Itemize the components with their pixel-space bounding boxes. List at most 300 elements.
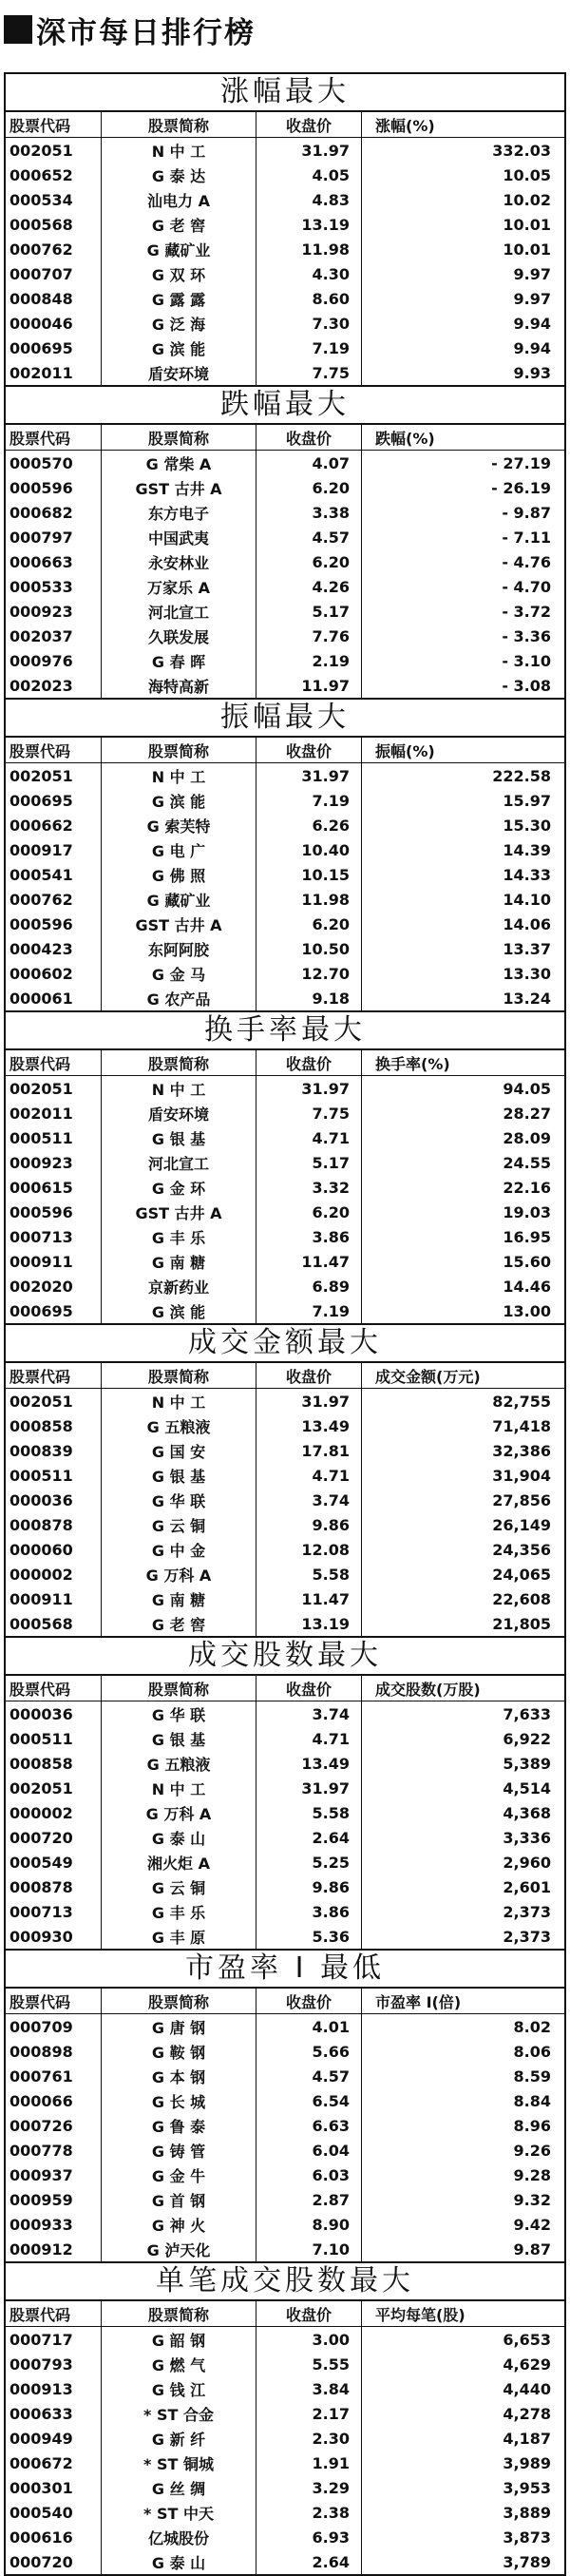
stock-code-cell: 000533 <box>6 574 102 599</box>
stock-name-cell: 盾安环境 <box>102 360 256 385</box>
stock-code-cell: 000002 <box>6 1562 102 1586</box>
metric-cell: 2,601 <box>503 1877 551 1896</box>
stock-code-cell: 000713 <box>6 1224 102 1249</box>
metric-cell: 10.05 <box>503 165 551 184</box>
table-row <box>6 1101 564 1125</box>
stock-name-cell: 东方电子 <box>102 500 256 525</box>
close-price-cell: 7.75 <box>256 1101 362 1125</box>
stock-name-cell: 海特高新 <box>102 673 256 698</box>
table-row <box>6 961 564 986</box>
metric-cell: 5,389 <box>503 1754 551 1773</box>
metric-cell: 222.58 <box>492 766 551 785</box>
table-row <box>6 912 564 936</box>
metric-cell: - 26.19 <box>491 478 551 497</box>
metric-cell: 6,653 <box>503 2330 551 2349</box>
close-price-cell: 13.19 <box>256 1611 362 1636</box>
close-price-cell: 7.30 <box>256 311 362 336</box>
table-row <box>6 336 564 360</box>
metric-cell: 9.26 <box>513 2141 551 2160</box>
close-price-cell: 2.38 <box>256 2500 362 2525</box>
column-header-close-price: 收盘价 <box>256 425 362 451</box>
stock-name-cell: G 双 环 <box>102 261 256 286</box>
stock-name-cell: 万家乐 A <box>102 574 256 599</box>
stock-code-cell: 000923 <box>6 599 102 624</box>
close-price-cell: 6.20 <box>256 912 362 936</box>
table-row <box>6 2451 564 2475</box>
table-row <box>6 673 564 698</box>
stock-name-cell: G 丰 乐 <box>102 1224 256 1249</box>
stock-name-cell: G 常柴 A <box>102 451 256 476</box>
stock-code-cell: 000720 <box>6 1825 102 1850</box>
stock-name-cell: G 五粮液 <box>102 1413 256 1438</box>
metric-cell: - 3.72 <box>502 602 551 621</box>
close-price-cell: 3.74 <box>256 1488 362 1512</box>
close-price-cell: 2.64 <box>256 2549 362 2574</box>
metric-cell: - 9.87 <box>502 503 551 522</box>
stock-code-cell: 002051 <box>6 763 102 789</box>
stock-code-cell: 000060 <box>6 1537 102 1562</box>
section-title: 涨幅最大 <box>6 74 564 112</box>
metric-cell: 10.01 <box>503 215 551 234</box>
stock-code-cell: 000596 <box>6 475 102 500</box>
column-header-stock-code: 股票代码 <box>6 112 102 138</box>
close-price-cell: 10.50 <box>256 936 362 961</box>
metric-cell: - 3.36 <box>502 626 551 645</box>
stock-code-cell: 002023 <box>6 673 102 698</box>
stock-code-cell: 000652 <box>6 163 102 187</box>
metric-cell: 24,356 <box>492 1540 551 1559</box>
stock-code-cell: 000911 <box>6 1249 102 1274</box>
stock-code-cell: 000602 <box>6 961 102 986</box>
column-header-stock-code: 股票代码 <box>6 738 102 763</box>
table-row <box>6 2525 564 2549</box>
stock-code-cell: 000596 <box>6 1200 102 1224</box>
ranking-section <box>6 385 564 698</box>
close-price-cell: 6.20 <box>256 549 362 574</box>
ranking-table <box>6 1989 564 2261</box>
close-price-cell: 7.19 <box>256 1298 362 1323</box>
stock-code-cell: 000949 <box>6 2426 102 2451</box>
table-row <box>6 2014 564 2040</box>
close-price-cell: 13.49 <box>256 1413 362 1438</box>
stock-name-cell: G 农产品 <box>102 986 256 1010</box>
table-row <box>6 1562 564 1586</box>
table-row <box>6 2113 564 2138</box>
stock-code-cell: 000762 <box>6 237 102 261</box>
stock-name-cell: 中国武夷 <box>102 525 256 549</box>
close-price-cell: 7.10 <box>256 2237 362 2261</box>
table-row <box>6 1488 564 1512</box>
stock-code-cell: 002051 <box>6 1389 102 1414</box>
metric-cell: 4,368 <box>503 1803 551 1822</box>
ranking-section <box>6 74 564 385</box>
close-price-cell: 5.36 <box>256 1924 362 1949</box>
table-row <box>6 1512 564 1537</box>
stock-code-cell: 000858 <box>6 1413 102 1438</box>
close-price-cell: 8.90 <box>256 2212 362 2237</box>
header-row <box>6 1676 564 1701</box>
stock-name-cell: G 藏矿业 <box>102 887 256 912</box>
close-price-cell: 11.98 <box>256 887 362 912</box>
table-row <box>6 1924 564 1949</box>
close-price-cell: 3.86 <box>256 1899 362 1924</box>
metric-cell: 24,065 <box>492 1565 551 1584</box>
section-title: 跌幅最大 <box>6 385 564 425</box>
stock-code-cell: 000301 <box>6 2475 102 2500</box>
stock-name-cell: G 唐 钢 <box>102 2014 256 2040</box>
stock-code-cell: 000046 <box>6 311 102 336</box>
column-header-close-price: 收盘价 <box>256 2301 362 2327</box>
metric-cell: 9.94 <box>513 314 551 333</box>
metric-cell: 14.33 <box>503 865 551 884</box>
metric-cell: 94.05 <box>503 1079 551 1098</box>
metric-cell: 15.60 <box>503 1252 551 1271</box>
column-header-stock-code: 股票代码 <box>6 1363 102 1389</box>
table-row <box>6 1438 564 1463</box>
metric-cell: 15.30 <box>503 816 551 835</box>
table-row <box>6 1249 564 1274</box>
table-row <box>6 451 564 476</box>
stock-name-cell: GST 古井 A <box>102 1200 256 1224</box>
stock-name-cell: G 鲁 泰 <box>102 2113 256 2138</box>
stock-name-cell: G 新 纤 <box>102 2426 256 2451</box>
stock-name-cell: G 金 马 <box>102 961 256 986</box>
stock-name-cell: * ST 中天 <box>102 2500 256 2525</box>
table-row <box>6 2401 564 2426</box>
metric-cell: - 3.08 <box>502 676 551 695</box>
metric-cell: 9.97 <box>513 289 551 308</box>
stock-name-cell: N 中 工 <box>102 763 256 789</box>
close-price-cell: 5.58 <box>256 1562 362 1586</box>
metric-cell: 8.96 <box>513 2116 551 2135</box>
stock-name-cell: G 南 糖 <box>102 1586 256 1611</box>
table-row <box>6 1274 564 1298</box>
stock-code-cell: 000682 <box>6 500 102 525</box>
stock-code-cell: 000541 <box>6 862 102 887</box>
close-price-cell: 5.55 <box>256 2352 362 2376</box>
close-price-cell: 4.26 <box>256 574 362 599</box>
close-price-cell: 5.17 <box>256 599 362 624</box>
column-header-metric: 市盈率 I(倍) <box>362 1989 565 2014</box>
page-header <box>0 0 570 59</box>
ranking-table <box>6 1676 564 1949</box>
metric-cell: 4,629 <box>503 2355 551 2374</box>
close-price-cell: 7.19 <box>256 336 362 360</box>
stock-code-cell: 000002 <box>6 1800 102 1825</box>
close-price-cell: 6.04 <box>256 2138 362 2163</box>
table-row <box>6 813 564 837</box>
stock-name-cell: G 滨 能 <box>102 1298 256 1323</box>
close-price-cell: 31.97 <box>256 138 362 163</box>
close-price-cell: 2.87 <box>256 2187 362 2212</box>
column-header-metric: 涨幅(%) <box>362 112 565 138</box>
stock-name-cell: G 露 露 <box>102 286 256 311</box>
metric-cell: 3,873 <box>503 2528 551 2547</box>
stock-name-cell: 河北宣工 <box>102 1150 256 1175</box>
black-square-icon <box>4 15 32 44</box>
stock-name-cell: G 韶 钢 <box>102 2327 256 2353</box>
table-row <box>6 788 564 813</box>
close-price-cell: 31.97 <box>256 1389 362 1414</box>
table-row <box>6 2064 564 2088</box>
stock-code-cell: 000717 <box>6 2327 102 2353</box>
close-price-cell: 2.30 <box>256 2426 362 2451</box>
table-row <box>6 1389 564 1414</box>
column-header-metric: 跌幅(%) <box>362 425 565 451</box>
ranking-table <box>6 738 564 1010</box>
close-price-cell: 4.57 <box>256 2064 362 2088</box>
stock-name-cell: G 泸天化 <box>102 2237 256 2261</box>
table-row <box>6 525 564 549</box>
table-row <box>6 2237 564 2261</box>
metric-cell: 3,336 <box>503 1828 551 1847</box>
stock-name-cell: G 五粮液 <box>102 1751 256 1776</box>
close-price-cell: 6.03 <box>256 2163 362 2187</box>
metric-cell: 82,755 <box>492 1392 551 1411</box>
stock-name-cell: 永安林业 <box>102 549 256 574</box>
table-row <box>6 1850 564 1874</box>
column-header-close-price: 收盘价 <box>256 738 362 763</box>
table-row <box>6 1611 564 1636</box>
metric-cell: 24.55 <box>503 1153 551 1172</box>
stock-code-cell: 000570 <box>6 451 102 476</box>
close-price-cell: 4.83 <box>256 187 362 212</box>
metric-cell: 22.16 <box>503 1178 551 1197</box>
close-price-cell: 4.71 <box>256 1125 362 1150</box>
close-price-cell: 17.81 <box>256 1438 362 1463</box>
metric-cell: 10.01 <box>503 240 551 259</box>
stock-code-cell: 000511 <box>6 1463 102 1488</box>
close-price-cell: 7.75 <box>256 360 362 385</box>
table-row <box>6 2138 564 2163</box>
table-row <box>6 1701 564 1727</box>
close-price-cell: 13.49 <box>256 1751 362 1776</box>
stock-name-cell: G 银 基 <box>102 1463 256 1488</box>
stock-name-cell: G 铸 管 <box>102 2138 256 2163</box>
close-price-cell: 8.60 <box>256 286 362 311</box>
stock-code-cell: 000633 <box>6 2401 102 2426</box>
table-row <box>6 648 564 673</box>
table-row <box>6 1463 564 1488</box>
stock-code-cell: 000720 <box>6 2549 102 2574</box>
close-price-cell: 5.17 <box>256 1150 362 1175</box>
table-row <box>6 2352 564 2376</box>
stock-code-cell: 000695 <box>6 1298 102 1323</box>
table-row <box>6 887 564 912</box>
metric-cell: 6,922 <box>503 1729 551 1748</box>
close-price-cell: 13.19 <box>256 212 362 237</box>
table-row <box>6 1751 564 1776</box>
table-row <box>6 187 564 212</box>
metric-cell: 4,440 <box>503 2379 551 2398</box>
stock-code-cell: 000709 <box>6 2014 102 2040</box>
stock-name-cell: 亿城股份 <box>102 2525 256 2549</box>
stock-name-cell: N 中 工 <box>102 138 256 163</box>
column-header-stock-name: 股票简称 <box>102 1989 256 2014</box>
metric-cell: 4,187 <box>503 2429 551 2448</box>
close-price-cell: 3.32 <box>256 1175 362 1200</box>
table-row <box>6 1800 564 1825</box>
stock-code-cell: 000036 <box>6 1488 102 1512</box>
table-row <box>6 1586 564 1611</box>
stock-name-cell: G 滨 能 <box>102 788 256 813</box>
table-row <box>6 1413 564 1438</box>
column-header-close-price: 收盘价 <box>256 1676 362 1701</box>
table-row <box>6 986 564 1010</box>
stock-name-cell: GST 古井 A <box>102 912 256 936</box>
metric-cell: 8.06 <box>513 2042 551 2061</box>
stock-name-cell: 京新药业 <box>102 1274 256 1298</box>
metric-cell: 8.84 <box>513 2091 551 2110</box>
ranking-section <box>6 1323 564 1636</box>
column-header-metric: 换手率(%) <box>362 1050 565 1076</box>
section-title: 单笔成交股数最大 <box>6 2261 564 2301</box>
stock-code-cell: 000933 <box>6 2212 102 2237</box>
stock-code-cell: 000695 <box>6 788 102 813</box>
stock-code-cell: 000917 <box>6 837 102 862</box>
metric-cell: 9.93 <box>513 363 551 382</box>
column-header-stock-code: 股票代码 <box>6 1989 102 2014</box>
close-price-cell: 3.84 <box>256 2376 362 2401</box>
metric-cell: 9.28 <box>513 2165 551 2184</box>
table-row <box>6 212 564 237</box>
metric-cell: 9.97 <box>513 264 551 283</box>
stock-code-cell: 000061 <box>6 986 102 1010</box>
metric-cell: - 3.10 <box>502 651 551 670</box>
stock-name-cell: * ST 合金 <box>102 2401 256 2426</box>
close-price-cell: 9.86 <box>256 1512 362 1537</box>
stock-code-cell: 000793 <box>6 2352 102 2376</box>
stock-name-cell: 盾安环境 <box>102 1101 256 1125</box>
table-row <box>6 1899 564 1924</box>
metric-cell: 16.95 <box>503 1227 551 1246</box>
close-price-cell: 3.29 <box>256 2475 362 2500</box>
metric-cell: 7,633 <box>503 1704 551 1723</box>
stock-name-cell: G 钱 江 <box>102 2376 256 2401</box>
table-row <box>6 2088 564 2113</box>
stock-name-cell: G 首 钢 <box>102 2187 256 2212</box>
stock-code-cell: 000923 <box>6 1150 102 1175</box>
column-header-stock-name: 股票简称 <box>102 1050 256 1076</box>
table-row <box>6 549 564 574</box>
table-row <box>6 2500 564 2525</box>
stock-code-cell: 000568 <box>6 212 102 237</box>
metric-cell: 28.27 <box>503 1104 551 1123</box>
table-row <box>6 286 564 311</box>
column-header-stock-name: 股票简称 <box>102 2301 256 2327</box>
stock-code-cell: 000839 <box>6 1438 102 1463</box>
column-header-metric: 振幅(%) <box>362 738 565 763</box>
table-row <box>6 1224 564 1249</box>
header-row <box>6 1989 564 2014</box>
close-price-cell: 11.97 <box>256 673 362 698</box>
close-price-cell: 6.54 <box>256 2088 362 2113</box>
stock-code-cell: 002011 <box>6 360 102 385</box>
metric-cell: 71,418 <box>492 1416 551 1435</box>
stock-name-cell: G 藏矿业 <box>102 237 256 261</box>
stock-name-cell: 汕电力 A <box>102 187 256 212</box>
ranking-table <box>6 2301 564 2574</box>
stock-name-cell: G 南 糖 <box>102 1249 256 1274</box>
stock-code-cell: 000898 <box>6 2039 102 2064</box>
table-row <box>6 475 564 500</box>
table-row <box>6 311 564 336</box>
close-price-cell: 7.76 <box>256 624 362 648</box>
metric-cell: 8.59 <box>513 2067 551 2086</box>
stock-name-cell: 东阿阿胶 <box>102 936 256 961</box>
stock-name-cell: G 长 城 <box>102 2088 256 2113</box>
close-price-cell: 4.05 <box>256 163 362 187</box>
table-row <box>6 837 564 862</box>
stock-code-cell: 000672 <box>6 2451 102 2475</box>
close-price-cell: 11.98 <box>256 237 362 261</box>
ranking-tables <box>4 72 566 2576</box>
metric-cell: 22,608 <box>492 1589 551 1608</box>
stock-name-cell: G 丝 绸 <box>102 2475 256 2500</box>
close-price-cell: 6.63 <box>256 2113 362 2138</box>
stock-code-cell: 000726 <box>6 2113 102 2138</box>
stock-code-cell: 000778 <box>6 2138 102 2163</box>
close-price-cell: 11.47 <box>256 1249 362 1274</box>
close-price-cell: 6.20 <box>256 475 362 500</box>
stock-code-cell: 000713 <box>6 1899 102 1924</box>
table-row <box>6 237 564 261</box>
stock-code-cell: 000695 <box>6 336 102 360</box>
section-title: 换手率最大 <box>6 1010 564 1050</box>
table-row <box>6 1726 564 1751</box>
stock-code-cell: 000878 <box>6 1512 102 1537</box>
metric-cell: 9.32 <box>513 2190 551 2209</box>
metric-cell: 27,856 <box>492 1490 551 1509</box>
section-title: 振幅最大 <box>6 698 564 738</box>
table-row <box>6 1150 564 1175</box>
metric-cell: 19.03 <box>503 1202 551 1221</box>
table-row <box>6 1125 564 1150</box>
stock-code-cell: 000511 <box>6 1125 102 1150</box>
stock-code-cell: 000616 <box>6 2525 102 2549</box>
stock-name-cell: G 银 基 <box>102 1125 256 1150</box>
close-price-cell: 2.19 <box>256 648 362 673</box>
stock-name-cell: G 佛 照 <box>102 862 256 887</box>
table-row <box>6 1776 564 1800</box>
close-price-cell: 3.00 <box>256 2327 362 2353</box>
close-price-cell: 7.19 <box>256 788 362 813</box>
table-row <box>6 599 564 624</box>
stock-name-cell: N 中 工 <box>102 1776 256 1800</box>
stock-code-cell: 000707 <box>6 261 102 286</box>
close-price-cell: 1.91 <box>256 2451 362 2475</box>
metric-cell: - 4.70 <box>502 577 551 596</box>
ranking-table <box>6 1050 564 1323</box>
close-price-cell: 6.89 <box>256 1274 362 1298</box>
table-row <box>6 2212 564 2237</box>
metric-cell: 26,149 <box>492 1515 551 1534</box>
table-row <box>6 624 564 648</box>
section-title: 成交金额最大 <box>6 1323 564 1363</box>
table-row <box>6 500 564 525</box>
stock-code-cell: 000036 <box>6 1701 102 1727</box>
stock-code-cell: 000662 <box>6 813 102 837</box>
page-title: 深市每日排行榜 <box>36 15 256 50</box>
ranking-section <box>6 1010 564 1323</box>
column-header-stock-name: 股票简称 <box>102 425 256 451</box>
header-row <box>6 738 564 763</box>
stock-name-cell: G 鞍 钢 <box>102 2039 256 2064</box>
close-price-cell: 12.08 <box>256 1537 362 1562</box>
close-price-cell: 4.71 <box>256 1726 362 1751</box>
table-row <box>6 574 564 599</box>
stock-name-cell: G 中 金 <box>102 1537 256 1562</box>
